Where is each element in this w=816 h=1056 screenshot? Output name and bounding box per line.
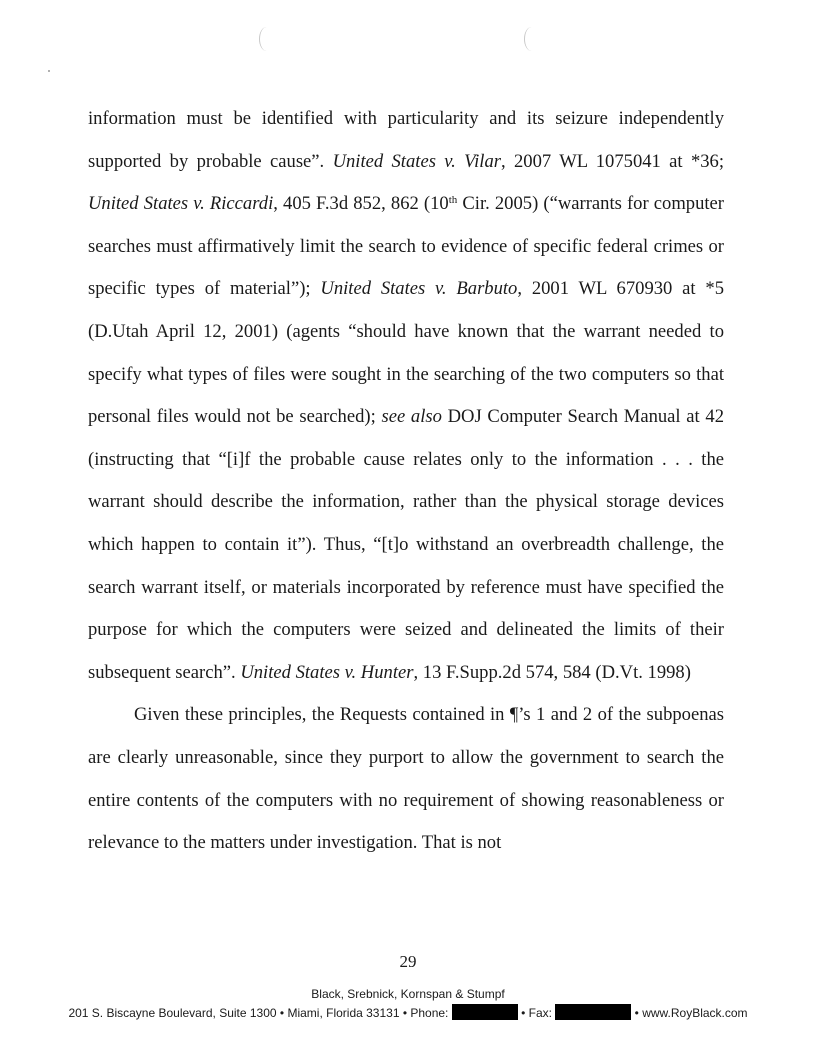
redacted-phone [452,1004,518,1020]
body-paragraph [88,98,724,694]
case-citation: United States v. Vilar [332,150,501,172]
text-run: Given these principles, the Requests contained in ¶’s 1 and 2 of the subpoenas are clearly unreasonable, since they purport to allow the government to search the entire contents of the computers with no requirement of showing reasonableness or relevance to the matters under investigation. That is not [88,704,724,854]
footer-fax-label: • Fax: [521,1006,552,1020]
text-run: , 2007 WL 1075041 at *36; [501,150,725,172]
footer-contact-line [0,1004,816,1020]
body-paragraph [88,694,724,864]
superscript: th [448,194,458,207]
body-text [88,98,724,865]
text-run: , 405 F.3d 852, 862 (10 [273,193,449,215]
case-citation: United States v. Riccardi [88,193,274,215]
text-run: Cir. 2005) (“warrants for computer searches must affirmatively limit the search to evidence of specific federal crimes or specific types of material”); [88,193,724,300]
scan-speck [48,70,50,72]
scan-mark-left [259,27,274,51]
case-citation: see also [381,406,442,428]
footer-address: 201 S. Biscayne Boulevard, Suite 1300 • Miami, Florida 33131 • Phone: [68,1006,449,1020]
scan-mark-right [524,27,539,51]
redacted-fax [555,1004,631,1020]
text-run: , 13 F.Supp.2d 574, 584 (D.Vt. 1998) [413,661,691,683]
case-citation: United States v. Barbuto [320,278,518,300]
footer-website: • www.RoyBlack.com [634,1006,748,1020]
page-number: 29 [399,952,417,971]
text-run: information must be identified with particularity and its seizure independently supported by probable cause”. [88,108,724,172]
case-citation: United States v. Hunter [240,661,414,683]
text-run: , 2001 WL 670930 at *5 (D.Utah April 12, 2001) (agents “should have known that the warrant needed to specify what types of files were sought in the searching of the two computers so that personal files would not be searched); [88,278,724,428]
footer-firm-name: Black, Srebnick, Kornspan & Stumpf [311,987,505,1001]
text-run: DOJ Computer Search Manual at 42 (instructing that “[i]f the probable cause relates only to the information . . . the warrant should describe the information, rather than the physical storage devices which happen to contain it”). Thus, “[t]o withstand an overbreadth challenge, the search warrant itself, or materials incorporated by reference must have specified the purpose for which the computers were seized and delineated the limits of their subsequent search”. [88,406,725,683]
